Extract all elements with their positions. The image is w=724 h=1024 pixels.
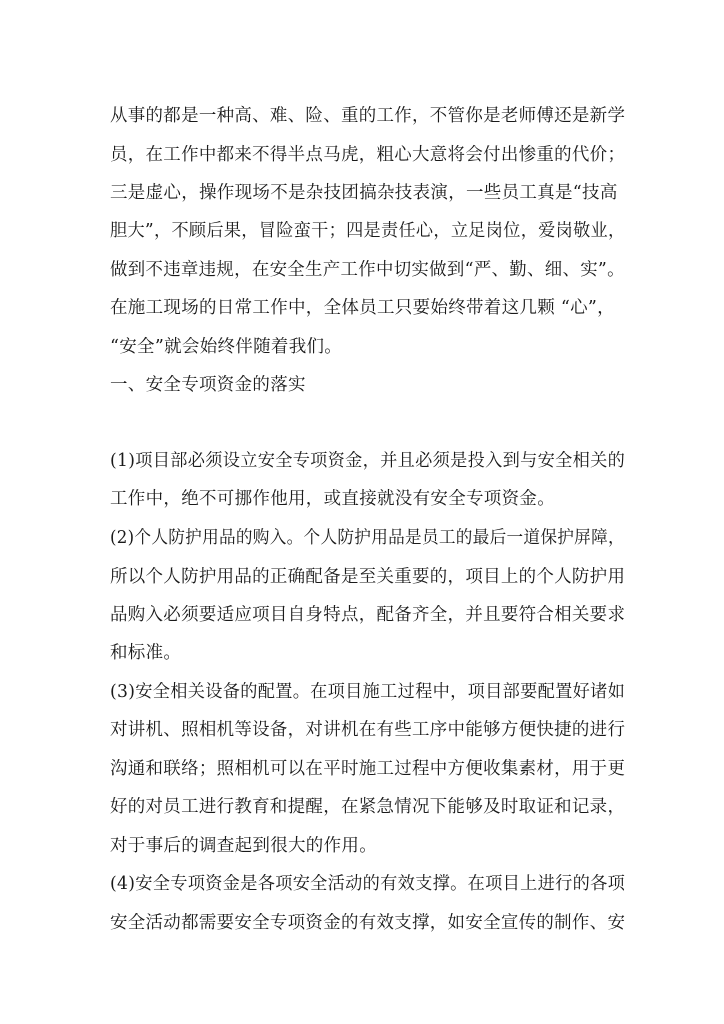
paragraph-line: 在施工现场的日常工作中，全体员工只要始终带着这几颗 “心”， bbox=[110, 298, 615, 318]
paragraph-line: 工作中，绝不可挪作他用，或直接就没有安全专项资金。 bbox=[110, 489, 555, 509]
paragraph-line: 和标准。 bbox=[110, 643, 182, 663]
paragraph-line: 做到不违章违规，在安全生产工作中切实做到“严、勤、细、实”。 bbox=[110, 260, 625, 280]
paragraph-line: (3)安全相关设备的配置。在项目施工过程中，项目部要配置好诸如 bbox=[110, 682, 626, 702]
paragraph-line: 好的对员工进行教育和提醒，在紧急情况下能够及时取证和记录， bbox=[110, 797, 626, 817]
paragraph-line: “安全”就会始终伴随着我们。 bbox=[110, 337, 343, 357]
section-heading: 一、安全专项资金的落实 bbox=[110, 375, 306, 395]
paragraph-line: (1)项目部必须设立安全专项资金，并且必须是投入到与安全相关的 bbox=[110, 451, 626, 471]
paragraph-line: 安全活动都需要安全专项资金的有效支撑，如安全宣传的制作、安 bbox=[110, 913, 626, 933]
paragraph-line: 三是虚心，操作现场不是杂技团搞杂技表演，一些员工真是“技高 bbox=[110, 183, 618, 203]
paragraph-line: (4)安全专项资金是各项安全活动的有效支撑。在项目上进行的各项 bbox=[110, 874, 626, 894]
paragraph-line: 沟通和联络；照相机可以在平时施工过程中方便收集素材，用于更 bbox=[110, 759, 626, 779]
paragraph-line: 品购入必须要适应项目自身特点，配备齐全，并且要符合相关要求 bbox=[110, 605, 626, 625]
paragraph-line: (2)个人防护用品的购入。个人防护用品是员工的最后一道保护屏障， bbox=[110, 528, 625, 548]
paragraph-line: 胆大”，不顾后果，冒险蛮干；四是责任心，立足岗位，爱岗敬业， bbox=[110, 221, 626, 241]
paragraph-line: 对于事后的调查起到很大的作用。 bbox=[110, 836, 377, 856]
paragraph-line: 所以个人防护用品的正确配备是至关重要的，项目上的个人防护用 bbox=[110, 567, 626, 587]
paragraph-line: 员，在工作中都来不得半点马虎，粗心大意将会付出惨重的代价； bbox=[110, 145, 626, 165]
paragraph-line: 对讲机、照相机等设备，对讲机在有些工序中能够方便快捷的进行 bbox=[110, 720, 626, 740]
paragraph-line: 从事的都是一种高、难、险、重的工作，不管你是老师傅还是新学 bbox=[110, 106, 626, 126]
